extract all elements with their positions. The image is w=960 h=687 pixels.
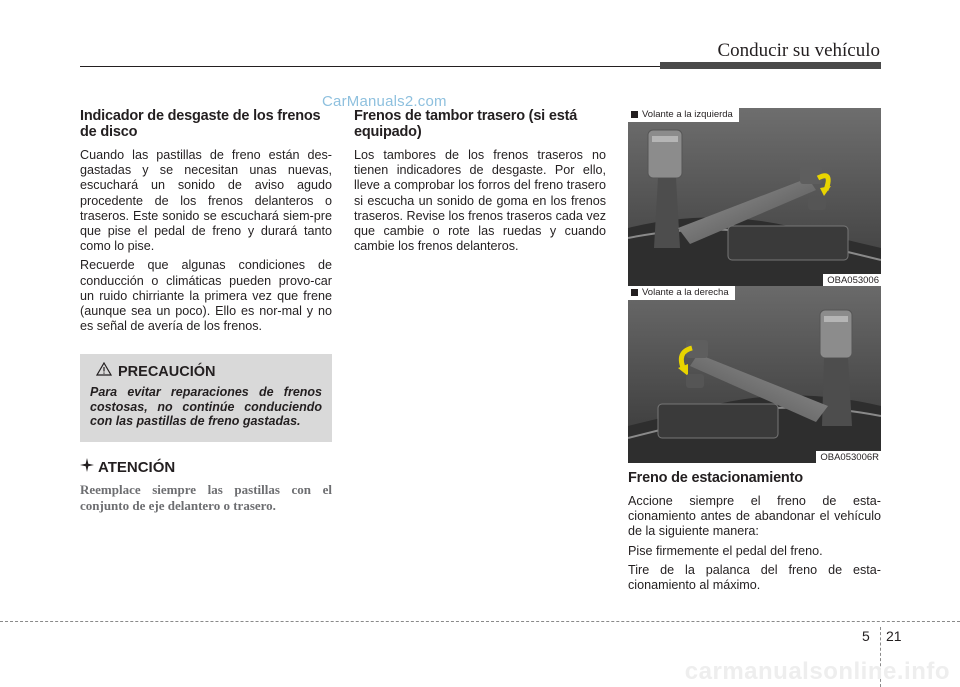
star-cross-icon (80, 458, 94, 476)
caution-title: PRECAUCIÓN (118, 363, 216, 380)
parking-brake-photo-lhd (628, 108, 881, 286)
section-body-parking-brake (628, 494, 881, 593)
paragraph: Accione siempre el freno de esta-cionamiento antes de abandonar el vehículo de la siguiente manera: (628, 494, 881, 539)
watermark-top: CarManuals2.com (322, 93, 447, 110)
square-bullet-icon (631, 289, 638, 296)
paragraph: Los tambores de los frenos traseros no tienen indicadores de desgaste. Por ello, lleve a comprobar los forros del freno trasero si escucha un sonido de goma en los frenos traseros. Revise los frenos traseros cada vez que cambie o rote las ruedas y cuando cambie los frenos delanteros. (354, 148, 606, 254)
watermark-bottom: carmanualsonline.info (684, 658, 950, 685)
notice-title: ATENCIÓN (98, 458, 176, 476)
middle-column (354, 108, 606, 258)
warning-triangle-icon (96, 362, 112, 381)
photo-code-rhd: OBA053006R (816, 451, 881, 463)
photo-label-rhd (628, 286, 735, 300)
section-heading-drum-brakes: Frenos de tambor trasero (si está equipado) (354, 108, 578, 140)
footer-dashed-rule (0, 621, 960, 622)
caution-title-row (96, 362, 322, 381)
notice-title-row (80, 458, 175, 476)
paragraph: Recuerde que algunas condiciones de conducción o climáticas pueden provo-car un ruido chirriante la primera vez que frene (aunque sea un poco). Ello es nor-mal y no es señal de avería de los frenos. (80, 258, 332, 334)
header-rule-accent (660, 62, 881, 69)
parking-brake-lhd-illustration (628, 108, 881, 286)
paragraph: Pise firmemente el pedal del freno. (628, 543, 823, 558)
header-rule (80, 66, 662, 67)
page-number: 21 (886, 628, 902, 644)
photo-code-lhd: OBA053006 (823, 274, 881, 286)
paragraph: Tire de la palanca del freno de esta-cionamiento al máximo. (628, 562, 881, 593)
notice-text: Reemplace siempre las pastillas con el conjunto de eje delantero o trasero. (80, 482, 332, 513)
photo-label-text: Volante a la izquierda (642, 109, 733, 120)
section-body-disc-wear (80, 148, 332, 334)
photo-label-text: Volante a la derecha (642, 287, 729, 298)
section-body-drum-brakes (354, 148, 606, 254)
caution-box (80, 354, 332, 442)
section-heading-disc-wear: Indicador de desgaste de los frenos de disco (80, 108, 321, 140)
photo-label-lhd (628, 108, 739, 122)
section-heading-parking-brake: Freno de estacionamiento (628, 470, 803, 486)
paragraph: Cuando las pastillas de freno están des-gastadas y se necesitan unas nuevas, escuchará un sonido de aviso agudo procedente de los frenos delanteros o traseros. Este sonido se escuchará siem-pre que pise el pedal de freno y durará tanto como lo pise. (80, 148, 332, 254)
caution-text: Para evitar reparaciones de frenos costosas, no continúe conduciendo con las pastillas de freno gastadas. (90, 385, 322, 428)
page-header-title: Conducir su vehículo (717, 40, 880, 61)
square-bullet-icon (631, 111, 638, 118)
left-column (80, 108, 332, 338)
parking-brake-photo-rhd (628, 286, 881, 463)
parking-brake-rhd-illustration (628, 286, 881, 463)
chapter-number: 5 (862, 628, 870, 644)
parking-brake-section (628, 470, 881, 597)
